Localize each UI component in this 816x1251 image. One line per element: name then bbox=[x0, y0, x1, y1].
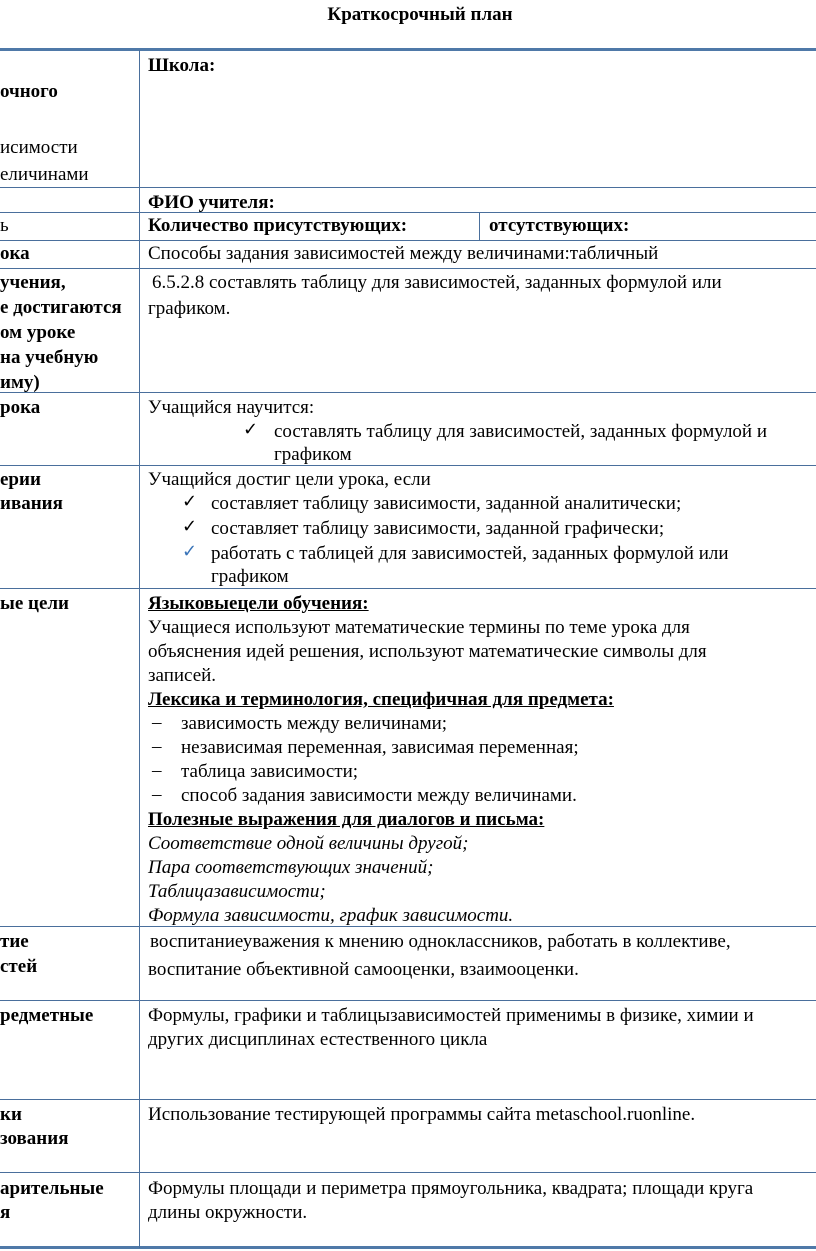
row-divider bbox=[0, 212, 816, 213]
left-cell-line: иму) bbox=[0, 372, 40, 393]
term-item: способ задания зависимости между величинами. bbox=[181, 785, 577, 806]
left-cell-line: я bbox=[0, 1202, 11, 1223]
criteria-item: графиком bbox=[211, 566, 289, 587]
absent-label: отсутствующих: bbox=[489, 215, 630, 236]
term-item: зависимость между величинами; bbox=[181, 713, 448, 734]
checkmark-icon: ✓ bbox=[182, 541, 198, 562]
checkmark-icon: ✓ bbox=[182, 491, 198, 512]
left-cell-line: ока bbox=[0, 243, 30, 264]
left-cell-line: ки bbox=[0, 1104, 22, 1125]
term-item: независимая переменная, зависимая переменная; bbox=[181, 737, 579, 758]
term-item: таблица зависимости; bbox=[181, 761, 359, 782]
dash-bullet: – bbox=[152, 784, 162, 805]
lesson-goals-intro: Учащийся научится: bbox=[148, 397, 315, 418]
left-cell-line: ом уроке bbox=[0, 322, 76, 343]
dash-bullet: – bbox=[152, 712, 162, 733]
left-cell-line: е достигаются bbox=[0, 297, 122, 318]
school-label: Школа: bbox=[148, 55, 216, 76]
dash-bullet: – bbox=[152, 760, 162, 781]
criteria-item: работать с таблицей для зависимостей, заданных формулой или bbox=[211, 543, 729, 564]
row-divider bbox=[0, 588, 816, 589]
left-cell-line: рока bbox=[0, 397, 41, 418]
checkmark-icon: ✓ bbox=[243, 419, 259, 440]
values-line: воспитаниеуважения к мнению одноклассников, работать в коллективе, bbox=[150, 931, 731, 952]
criteria-intro: Учащийся достиг цели урока, если bbox=[148, 469, 431, 490]
row-divider bbox=[0, 1000, 816, 1001]
left-cell-line: зования bbox=[0, 1128, 69, 1149]
left-cell-line: арительные bbox=[0, 1178, 104, 1199]
column-divider bbox=[139, 50, 140, 1248]
criteria-item: составляет таблицу зависимости, заданной аналитически; bbox=[211, 493, 682, 514]
language-goals-heading: Языковыецели обучения: bbox=[148, 593, 369, 614]
teacher-label: ФИО учителя: bbox=[148, 192, 275, 213]
lesson-topic: Способы задания зависимостей между величинами:табличный bbox=[148, 243, 659, 264]
phrase-item: Соответствие одной величины другой; bbox=[148, 833, 469, 854]
left-cell-line: учения, bbox=[0, 272, 66, 293]
lesson-goal-line: составлять таблицу для зависимостей, заданных формулой и bbox=[274, 421, 768, 442]
phrase-item: Таблицазависимости; bbox=[148, 881, 326, 902]
row-divider bbox=[0, 1099, 816, 1100]
ict-line: Использование тестирующей программы сайта metaschool.ruonline. bbox=[148, 1104, 696, 1125]
left-cell-line: стей bbox=[0, 956, 38, 977]
left-cell-line: еличинами bbox=[0, 164, 89, 185]
prior-line: длины окружности. bbox=[148, 1202, 308, 1223]
cross-line: Формулы, графики и таблицызависимостей применимы в физике, химии и bbox=[148, 1005, 754, 1026]
language-para-line: Учащиеся используют математические термины по теме урока для bbox=[148, 617, 690, 638]
prior-line: Формулы площади и периметра прямоугольника, квадрата; площади круга bbox=[148, 1178, 754, 1199]
left-cell-line: ерии bbox=[0, 469, 41, 490]
table-bottom-border bbox=[0, 1246, 816, 1249]
left-cell-line: тие bbox=[0, 931, 29, 952]
left-cell-line: ь bbox=[0, 215, 9, 236]
cross-line: других дисциплинах естественного цикла bbox=[148, 1029, 488, 1050]
left-cell-line: ые цели bbox=[0, 593, 70, 614]
learning-goal-line: 6.5.2.8 составлять таблицу для зависимостей, заданных формулой или bbox=[152, 272, 722, 293]
present-label: Количество присутствующих: bbox=[148, 215, 408, 236]
left-cell-line: исимости bbox=[0, 137, 78, 158]
row-divider bbox=[0, 240, 816, 241]
criteria-item: составляет таблицу зависимости, заданной графически; bbox=[211, 518, 665, 539]
terminology-heading: Лексика и терминология, специфичная для предмета: bbox=[148, 689, 614, 710]
left-cell-line: редметные bbox=[0, 1005, 94, 1026]
row-divider bbox=[0, 465, 816, 466]
column-divider-absent bbox=[479, 213, 480, 240]
row-divider bbox=[0, 1172, 816, 1173]
phrase-item: Пара соответствующих значений; bbox=[148, 857, 434, 878]
table-top-border bbox=[0, 48, 816, 51]
dash-bullet: – bbox=[152, 736, 162, 757]
row-divider bbox=[0, 392, 816, 393]
left-cell-line: ивания bbox=[0, 493, 63, 514]
phrase-item: Формула зависимости, график зависимости. bbox=[148, 905, 514, 926]
lesson-goal-line: графиком bbox=[274, 444, 352, 465]
language-para-line: записей. bbox=[148, 665, 217, 686]
row-divider bbox=[0, 268, 816, 269]
left-cell-line: очного bbox=[0, 81, 58, 102]
left-cell-line: на учебную bbox=[0, 347, 99, 368]
row-divider bbox=[0, 187, 816, 188]
learning-goal-line: графиком. bbox=[148, 298, 231, 319]
values-line: воспитание объективной самооценки, взаимооценки. bbox=[148, 959, 579, 980]
checkmark-icon: ✓ bbox=[182, 516, 198, 537]
phrases-heading: Полезные выражения для диалогов и письма: bbox=[148, 809, 545, 830]
language-para-line: объяснения идей решения, используют математические символы для bbox=[148, 641, 707, 662]
page-title: Краткосрочный план bbox=[327, 4, 513, 25]
